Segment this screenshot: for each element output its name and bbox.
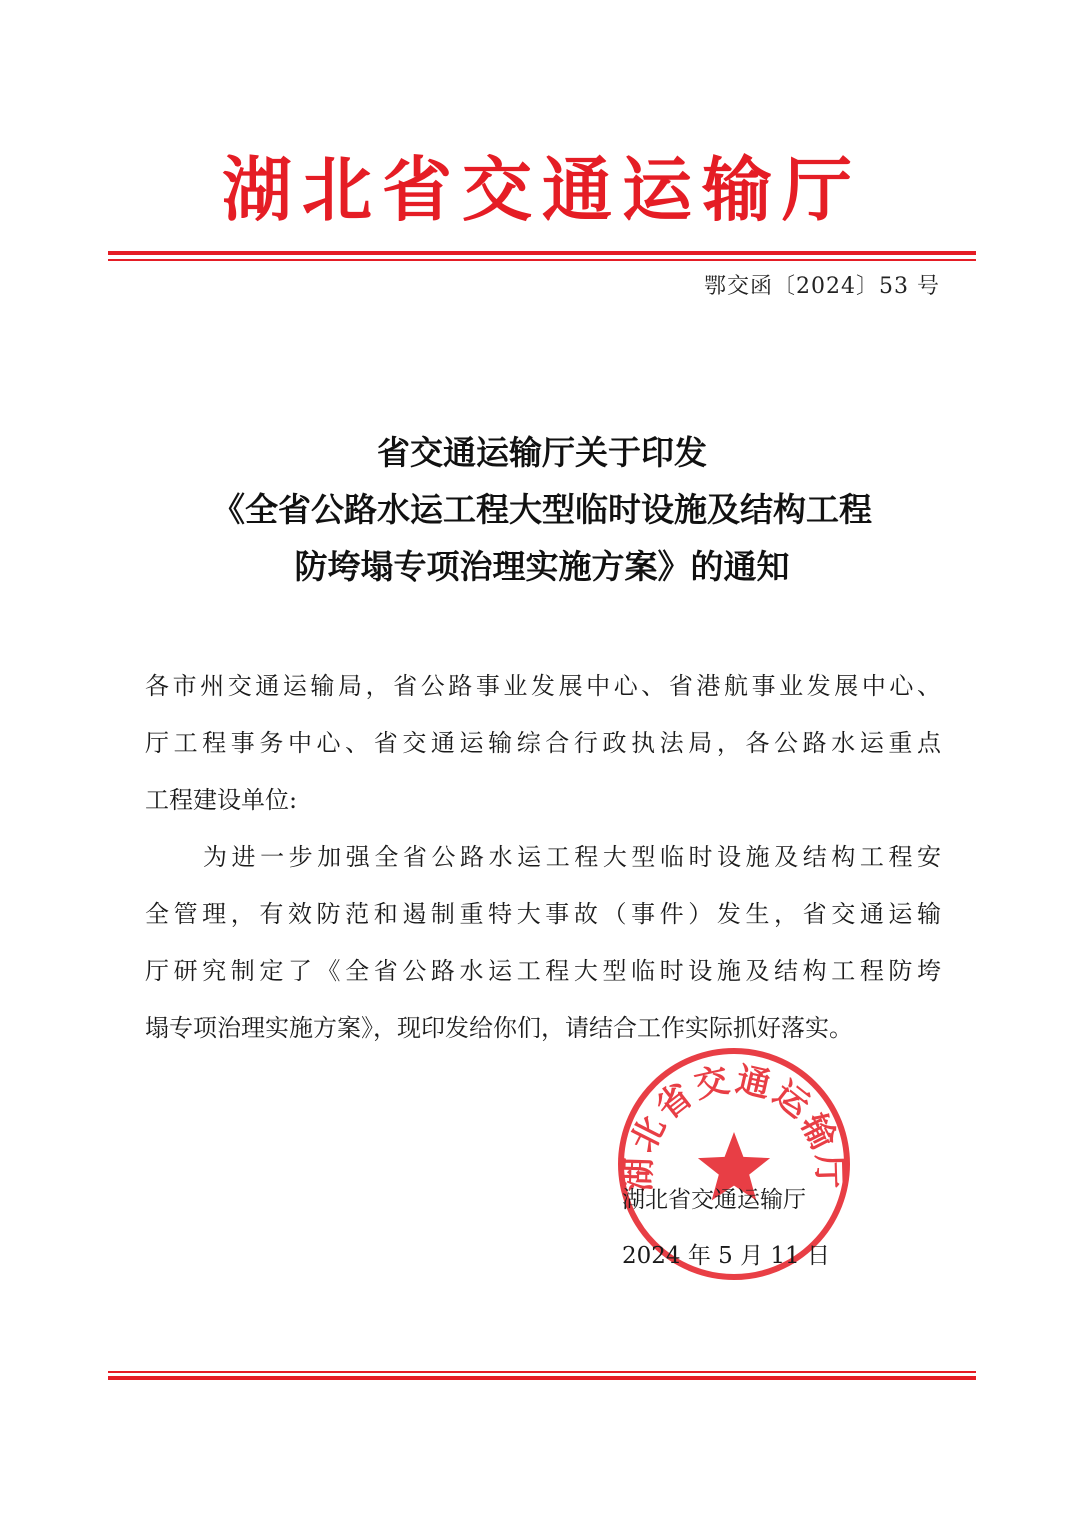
footer-rule-thick	[108, 1376, 976, 1380]
masthead-rule-thick	[108, 251, 976, 255]
document-body	[145, 658, 941, 1057]
document-title-line-1: 省交通运输厅关于印发	[377, 433, 707, 472]
masthead-rule-thin	[108, 259, 976, 261]
paragraph-line-1: 为进一步加强全省公路水运工程大型临时设施及结构工程安	[203, 843, 941, 871]
footer-rule-thin	[108, 1371, 976, 1373]
paragraph-line-2: 全管理，有效防范和遏制重特大事故（事件）发生，省交通运输	[145, 900, 941, 928]
document-title-line-3: 防垮塌专项治理实施方案》的通知	[294, 547, 790, 586]
signature-organization: 湖北省交通运输厅	[622, 1187, 806, 1213]
document-title-line-2: 《全省公路水运工程大型临时设施及结构工程	[212, 490, 872, 529]
signature-date: 2024 年 5 月 11 日	[622, 1243, 830, 1269]
paragraph-line-3: 厅研究制定了《全省公路水运工程大型临时设施及结构工程防垮	[145, 957, 941, 985]
recipients-line-3: 工程建设单位:	[145, 786, 298, 814]
seal-text: 湖北省交通运输厅	[618, 1059, 850, 1193]
recipients-line-1: 各市州交通运输局，省公路事业发展中心、省港航事业发展中心、	[145, 672, 941, 700]
recipients-line-2: 厅工程事务中心、省交通运输综合行政执法局，各公路水运重点	[145, 729, 941, 757]
paragraph-line-4: 塌专项治理实施方案》，现印发给你们，请结合工作实际抓好落实。	[145, 1014, 853, 1042]
document-number: 鄂交函〔2024〕53 号	[704, 274, 940, 299]
document-title	[108, 424, 976, 595]
masthead-title: 湖北省交通运输厅	[222, 148, 862, 231]
